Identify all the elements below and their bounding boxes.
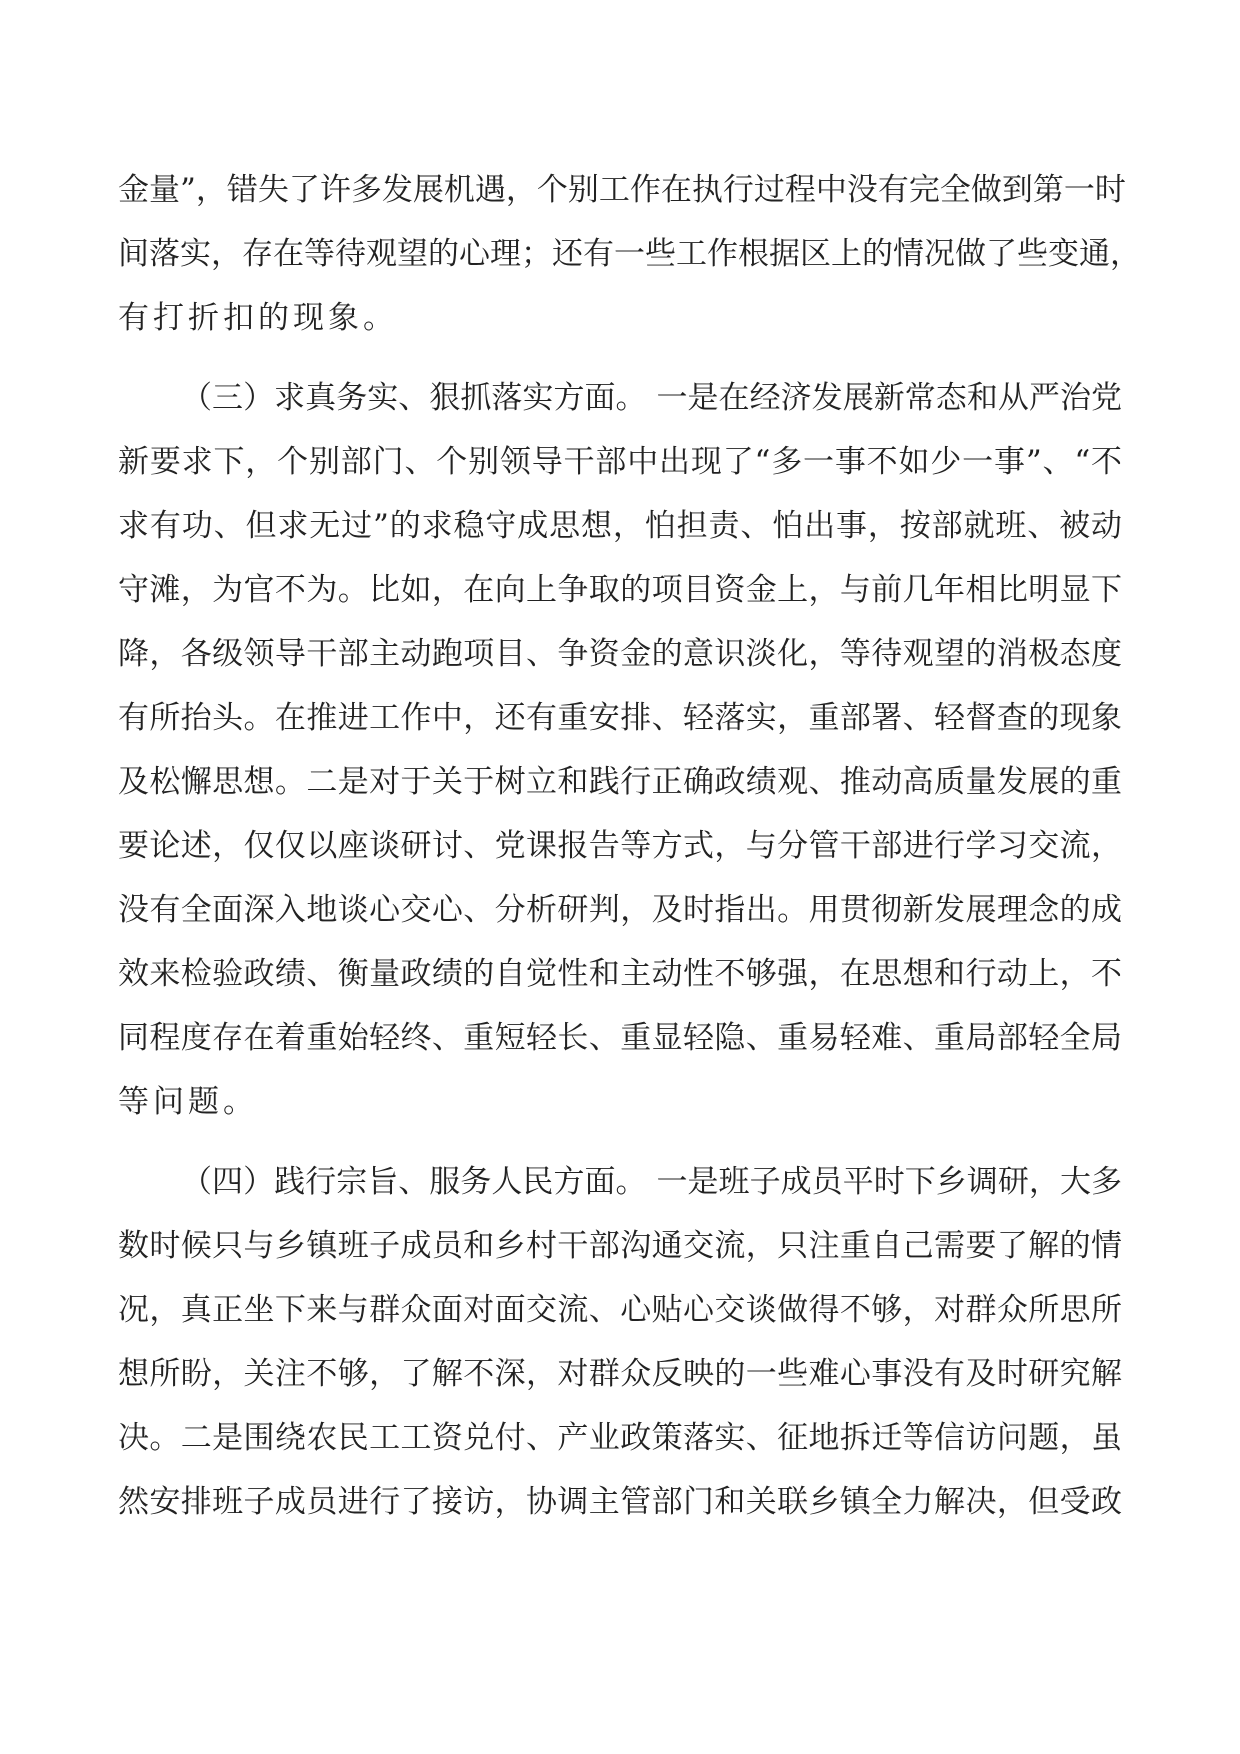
- text-line: 守滩，为官不为。比如，在向上争取的项目资金上，与前几年相比明显下: [118, 572, 1122, 608]
- document-body: [118, 158, 1141, 1534]
- section-heading-line: （三）求真务实、狠抓落实方面。 一是在经济发展新常态和从严治党: [181, 380, 1122, 416]
- text-line: 况，真正坐下来与群众面对面交流、心贴心交谈做得不够，对群众所思所: [118, 1292, 1122, 1328]
- section-heading-line: （四）践行宗旨、服务人民方面。 一是班子成员平时下乡调研，大多: [181, 1164, 1122, 1200]
- text-line: 然安排班子成员进行了接访，协调主管部门和关联乡镇全力解决，但受政: [118, 1484, 1122, 1520]
- text-line: 有所抬头。在推进工作中，还有重安排、轻落实，重部署、轻督查的现象: [118, 700, 1122, 736]
- text-line: 金量”，错失了许多发展机遇，个别工作在执行过程中没有完全做到第一时: [118, 172, 1126, 208]
- text-line: 效来检验政绩、衡量政绩的自觉性和主动性不够强，在思想和行动上，不: [118, 956, 1122, 992]
- text-line: 降，各级领导干部主动跑项目、争资金的意识淡化，等待观望的消极态度: [118, 636, 1122, 672]
- text-line: 求有功、但求无过”的求稳守成思想，怕担责、怕出事，按部就班、被动: [118, 508, 1122, 544]
- text-line: 数时候只与乡镇班子成员和乡村干部沟通交流，只注重自己需要了解的情: [118, 1228, 1122, 1264]
- text-line: 新要求下，个别部门、个别领导干部中出现了“多一事不如少一事”、“不: [118, 444, 1122, 480]
- text-line: 等问题。: [118, 1084, 258, 1120]
- paragraph-section-3: [118, 366, 1122, 1134]
- text-line: 要论述，仅仅以座谈研讨、党课报告等方式，与分管干部进行学习交流，: [118, 828, 1122, 864]
- text-line: 及松懈思想。二是对于关于树立和践行正确政绩观、推动高质量发展的重: [118, 764, 1122, 800]
- text-line: 决。二是围绕农民工工资兑付、产业政策落实、征地拆迁等信访问题，虽: [118, 1420, 1122, 1456]
- text-line: 同程度存在着重始轻终、重短轻长、重显轻隐、重易轻难、重局部轻全局: [118, 1020, 1122, 1056]
- text-line: 间落实，存在等待观望的心理；还有一些工作根据区上的情况做了些变通，: [118, 236, 1141, 272]
- text-line: 有打折扣的现象。: [118, 300, 398, 336]
- paragraph-section-4: [118, 1150, 1122, 1534]
- text-line: 没有全面深入地谈心交心、分析研判，及时指出。用贯彻新发展理念的成: [118, 892, 1122, 928]
- paragraph-continuation: [118, 158, 1141, 350]
- paragraph-gap: [118, 350, 1122, 366]
- paragraph-gap: [118, 1134, 1122, 1150]
- text-line: 想所盼，关注不够，了解不深，对群众反映的一些难心事没有及时研究解: [118, 1356, 1122, 1392]
